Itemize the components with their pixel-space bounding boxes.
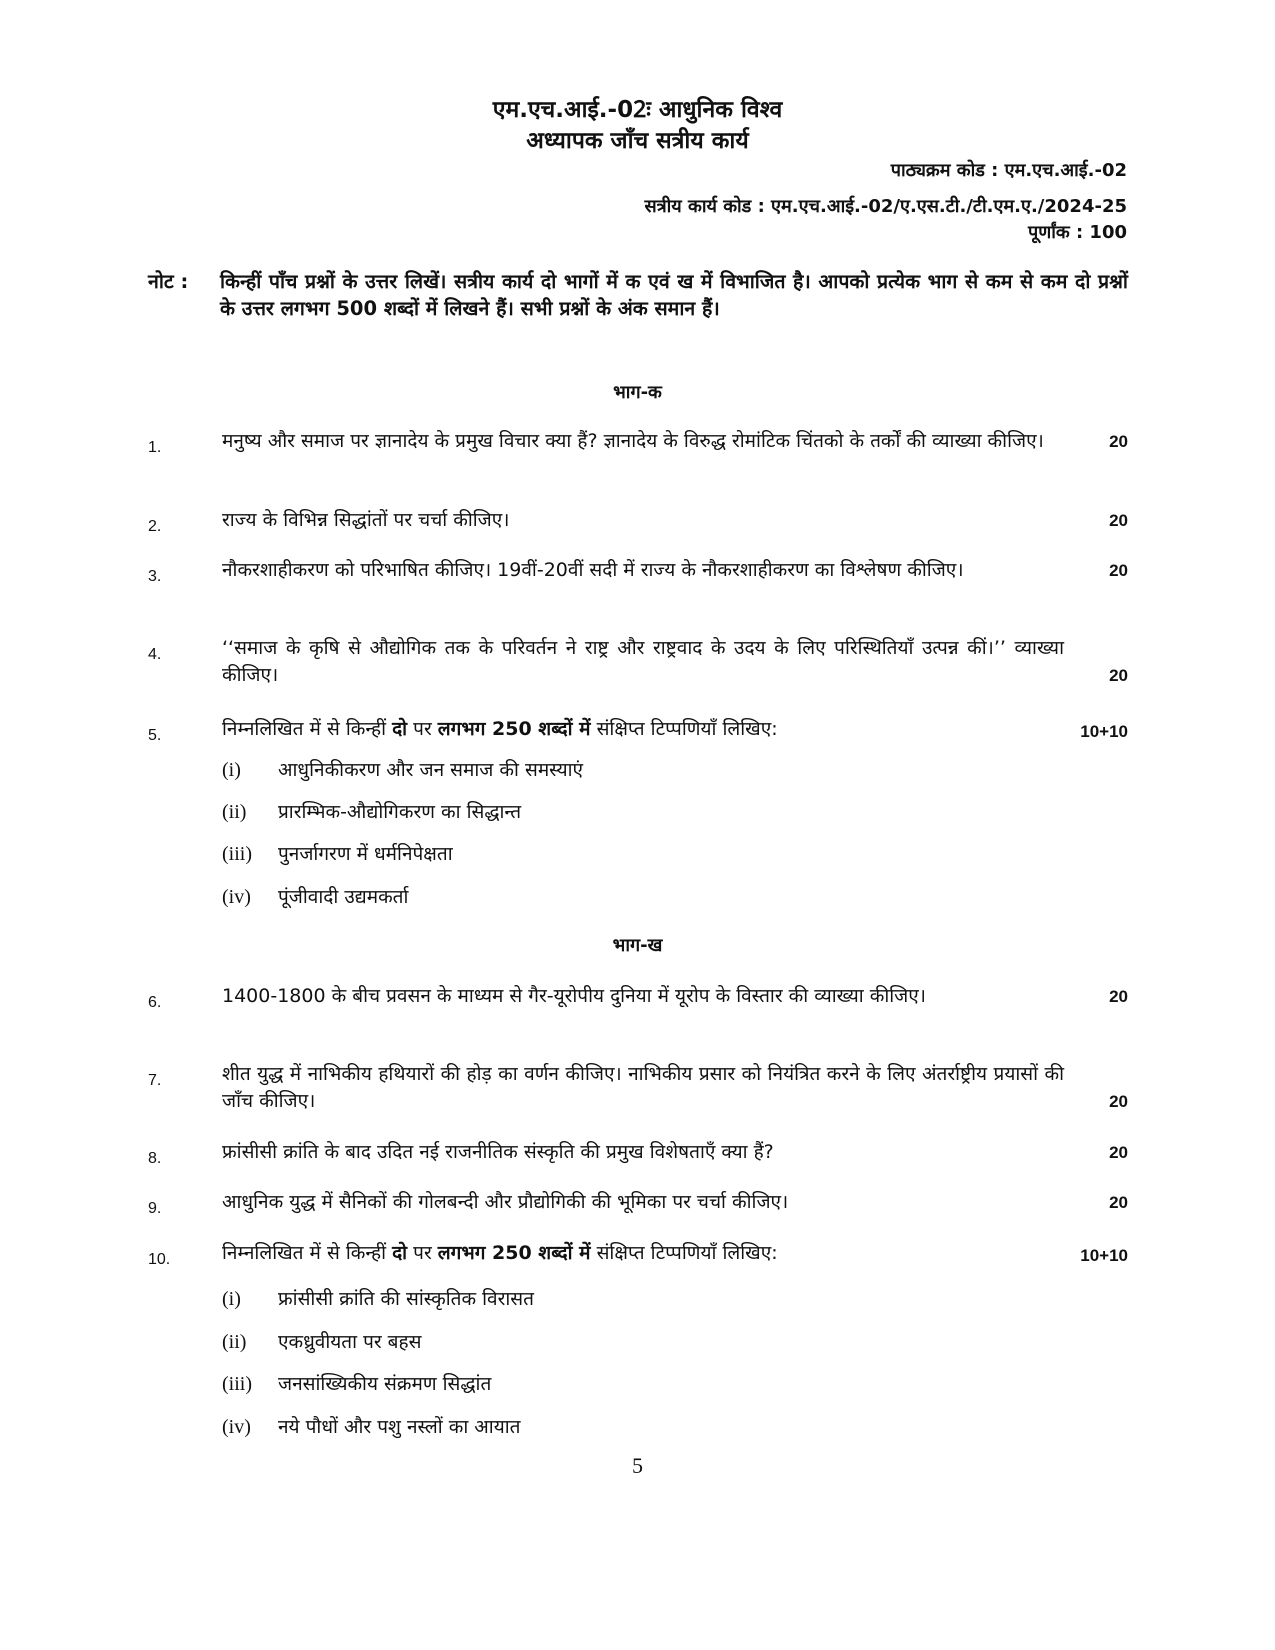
- question-marks: 20: [1109, 666, 1128, 685]
- question-7: [148, 1061, 1128, 1115]
- question-number: 7.: [148, 1072, 162, 1089]
- sub-item: (i) आधुनिकीकरण और जन समाज की समस्याएं: [222, 759, 584, 781]
- question-number: 1.: [148, 439, 162, 456]
- question-text: 1400-1800 के बीच प्रवसन के माध्यम से गैर-यूरोपीय दुनिया में यूरोप के विस्तार की व्याख्या कीजिए।: [222, 985, 926, 1007]
- document-subtitle: अध्यापक जाँच सत्रीय कार्य: [526, 128, 749, 154]
- question-10: [148, 1240, 1128, 1267]
- question-marks: 20: [1109, 987, 1128, 1006]
- question-marks: 20: [1109, 1193, 1128, 1212]
- question-marks: 20: [1109, 561, 1128, 580]
- note-text: किन्हीं पाँच प्रश्नों के उत्तर लिखें। सत्रीय कार्य दो भागों में क एवं ख में विभाजित है। आपको प्रत्येक भाग से कम से कम दो प्रश्नों के उत्तर लगभग 500 शब्दों में लिखने हैं। सभी प्रश्नों के अंक समान हैं।: [220, 270, 1128, 320]
- question-number: 8.: [148, 1150, 162, 1167]
- question-5: [148, 716, 1128, 743]
- question-number: 9.: [148, 1200, 162, 1217]
- part-b-heading: भाग-ख: [612, 935, 663, 956]
- sub-item: (iii) जनसांख्यिकीय संक्रमण सिद्धांत: [222, 1373, 492, 1395]
- max-marks: पूर्णांक : 100: [1027, 222, 1127, 243]
- part-a-heading: भाग-क: [613, 382, 662, 403]
- question-text: निम्नलिखित में से किन्हीं दो पर लगभग 250 शब्दों में संक्षिप्त टिप्पणियाँ लिखिए:: [222, 718, 778, 740]
- question-marks: 10+10: [1080, 1246, 1128, 1265]
- question-text: नौकरशाहीकरण को परिभाषित कीजिए। 19वीं-20वीं सदी में राज्य के नौकरशाहीकरण का विश्लेषण कीजिए।: [222, 559, 964, 581]
- question-text: राज्य के विभिन्न सिद्धांतों पर चर्चा कीजिए।: [222, 509, 510, 531]
- question-text: ‘‘समाज के कृषि से औद्योगिक तक के परिवर्तन ने राष्ट्र और राष्ट्रवाद के उदय के लिए परिस्थितियाँ उत्पन्न कीं।’’ व्याख्या कीजिए।: [222, 637, 1064, 686]
- sub-item: (ii) एकध्रुवीयता पर बहस: [222, 1331, 422, 1353]
- question-text: फ्रांसीसी क्रांति के बाद उदित नई राजनीतिक संस्कृति की प्रमुख विशेषताएँ क्या हैं?: [222, 1141, 774, 1163]
- question-number: 2.: [148, 518, 162, 535]
- question-text: आधुनिक युद्ध में सैनिकों की गोलबन्दी और प्रौद्योगिकी की भूमिका पर चर्चा कीजिए।: [222, 1191, 789, 1213]
- question-number: 10.: [148, 1251, 171, 1268]
- question-3: [148, 557, 1128, 584]
- instructions-note: [148, 268, 1128, 322]
- question-text: मनुष्य और समाज पर ज्ञानादेय के प्रमुख विचार क्या हैं? ज्ञानादेय के विरुद्ध रोमांटिक चिंतको के तर्कों की व्याख्या कीजिए।: [222, 430, 1044, 452]
- question-8: [148, 1139, 1128, 1166]
- question-text: निम्नलिखित में से किन्हीं दो पर लगभग 250 शब्दों में संक्षिप्त टिप्पणियाँ लिखिए:: [222, 1242, 778, 1264]
- course-code: पाठ्यक्रम कोड : एम.एच.आई.-02: [890, 160, 1127, 181]
- question-4: [148, 635, 1128, 689]
- question-1: [148, 428, 1128, 455]
- question-number: 5.: [148, 727, 162, 744]
- sub-item: (iii) पुनर्जागरण में धर्मनिपेक्षता: [222, 843, 453, 865]
- sub-item: (iv) पूंजीवादी उद्यमकर्ता: [222, 886, 409, 908]
- question-2: [148, 507, 1128, 534]
- document-title: एम.एच.आई.-02ः आधुनिक विश्व: [492, 97, 783, 123]
- question-9: [148, 1189, 1128, 1216]
- question-number: 3.: [148, 568, 162, 585]
- question-marks: 20: [1109, 432, 1128, 451]
- sub-item: (ii) प्रारम्भिक-औद्योगिकरण का सिद्धान्त: [222, 801, 522, 823]
- sub-item: (iv) नये पौधों और पशु नस्लों का आयात: [222, 1416, 521, 1438]
- question-number: 4.: [148, 646, 162, 663]
- assignment-code: सत्रीय कार्य कोड : एम.एच.आई.-02/ए.एस.टी./टी.एम.ए./2024-25: [644, 196, 1127, 217]
- note-label: नोट :: [148, 270, 189, 293]
- question-marks: 20: [1109, 511, 1128, 530]
- page-number: 5: [632, 1453, 643, 1478]
- question-marks: 10+10: [1080, 722, 1128, 741]
- question-marks: 20: [1109, 1143, 1128, 1162]
- question-text: शीत युद्ध में नाभिकीय हथियारों की होड़ का वर्णन कीजिए। नाभिकीय प्रसार को नियंत्रित करने के लिए अंतर्राष्ट्रीय प्रयासों की जाँच कीजिए।: [222, 1063, 1064, 1112]
- question-marks: 20: [1109, 1092, 1128, 1111]
- question-number: 6.: [148, 994, 162, 1011]
- question-6: [148, 983, 1128, 1010]
- sub-item: (i) फ्रांसीसी क्रांति की सांस्कृतिक विरासत: [222, 1288, 534, 1310]
